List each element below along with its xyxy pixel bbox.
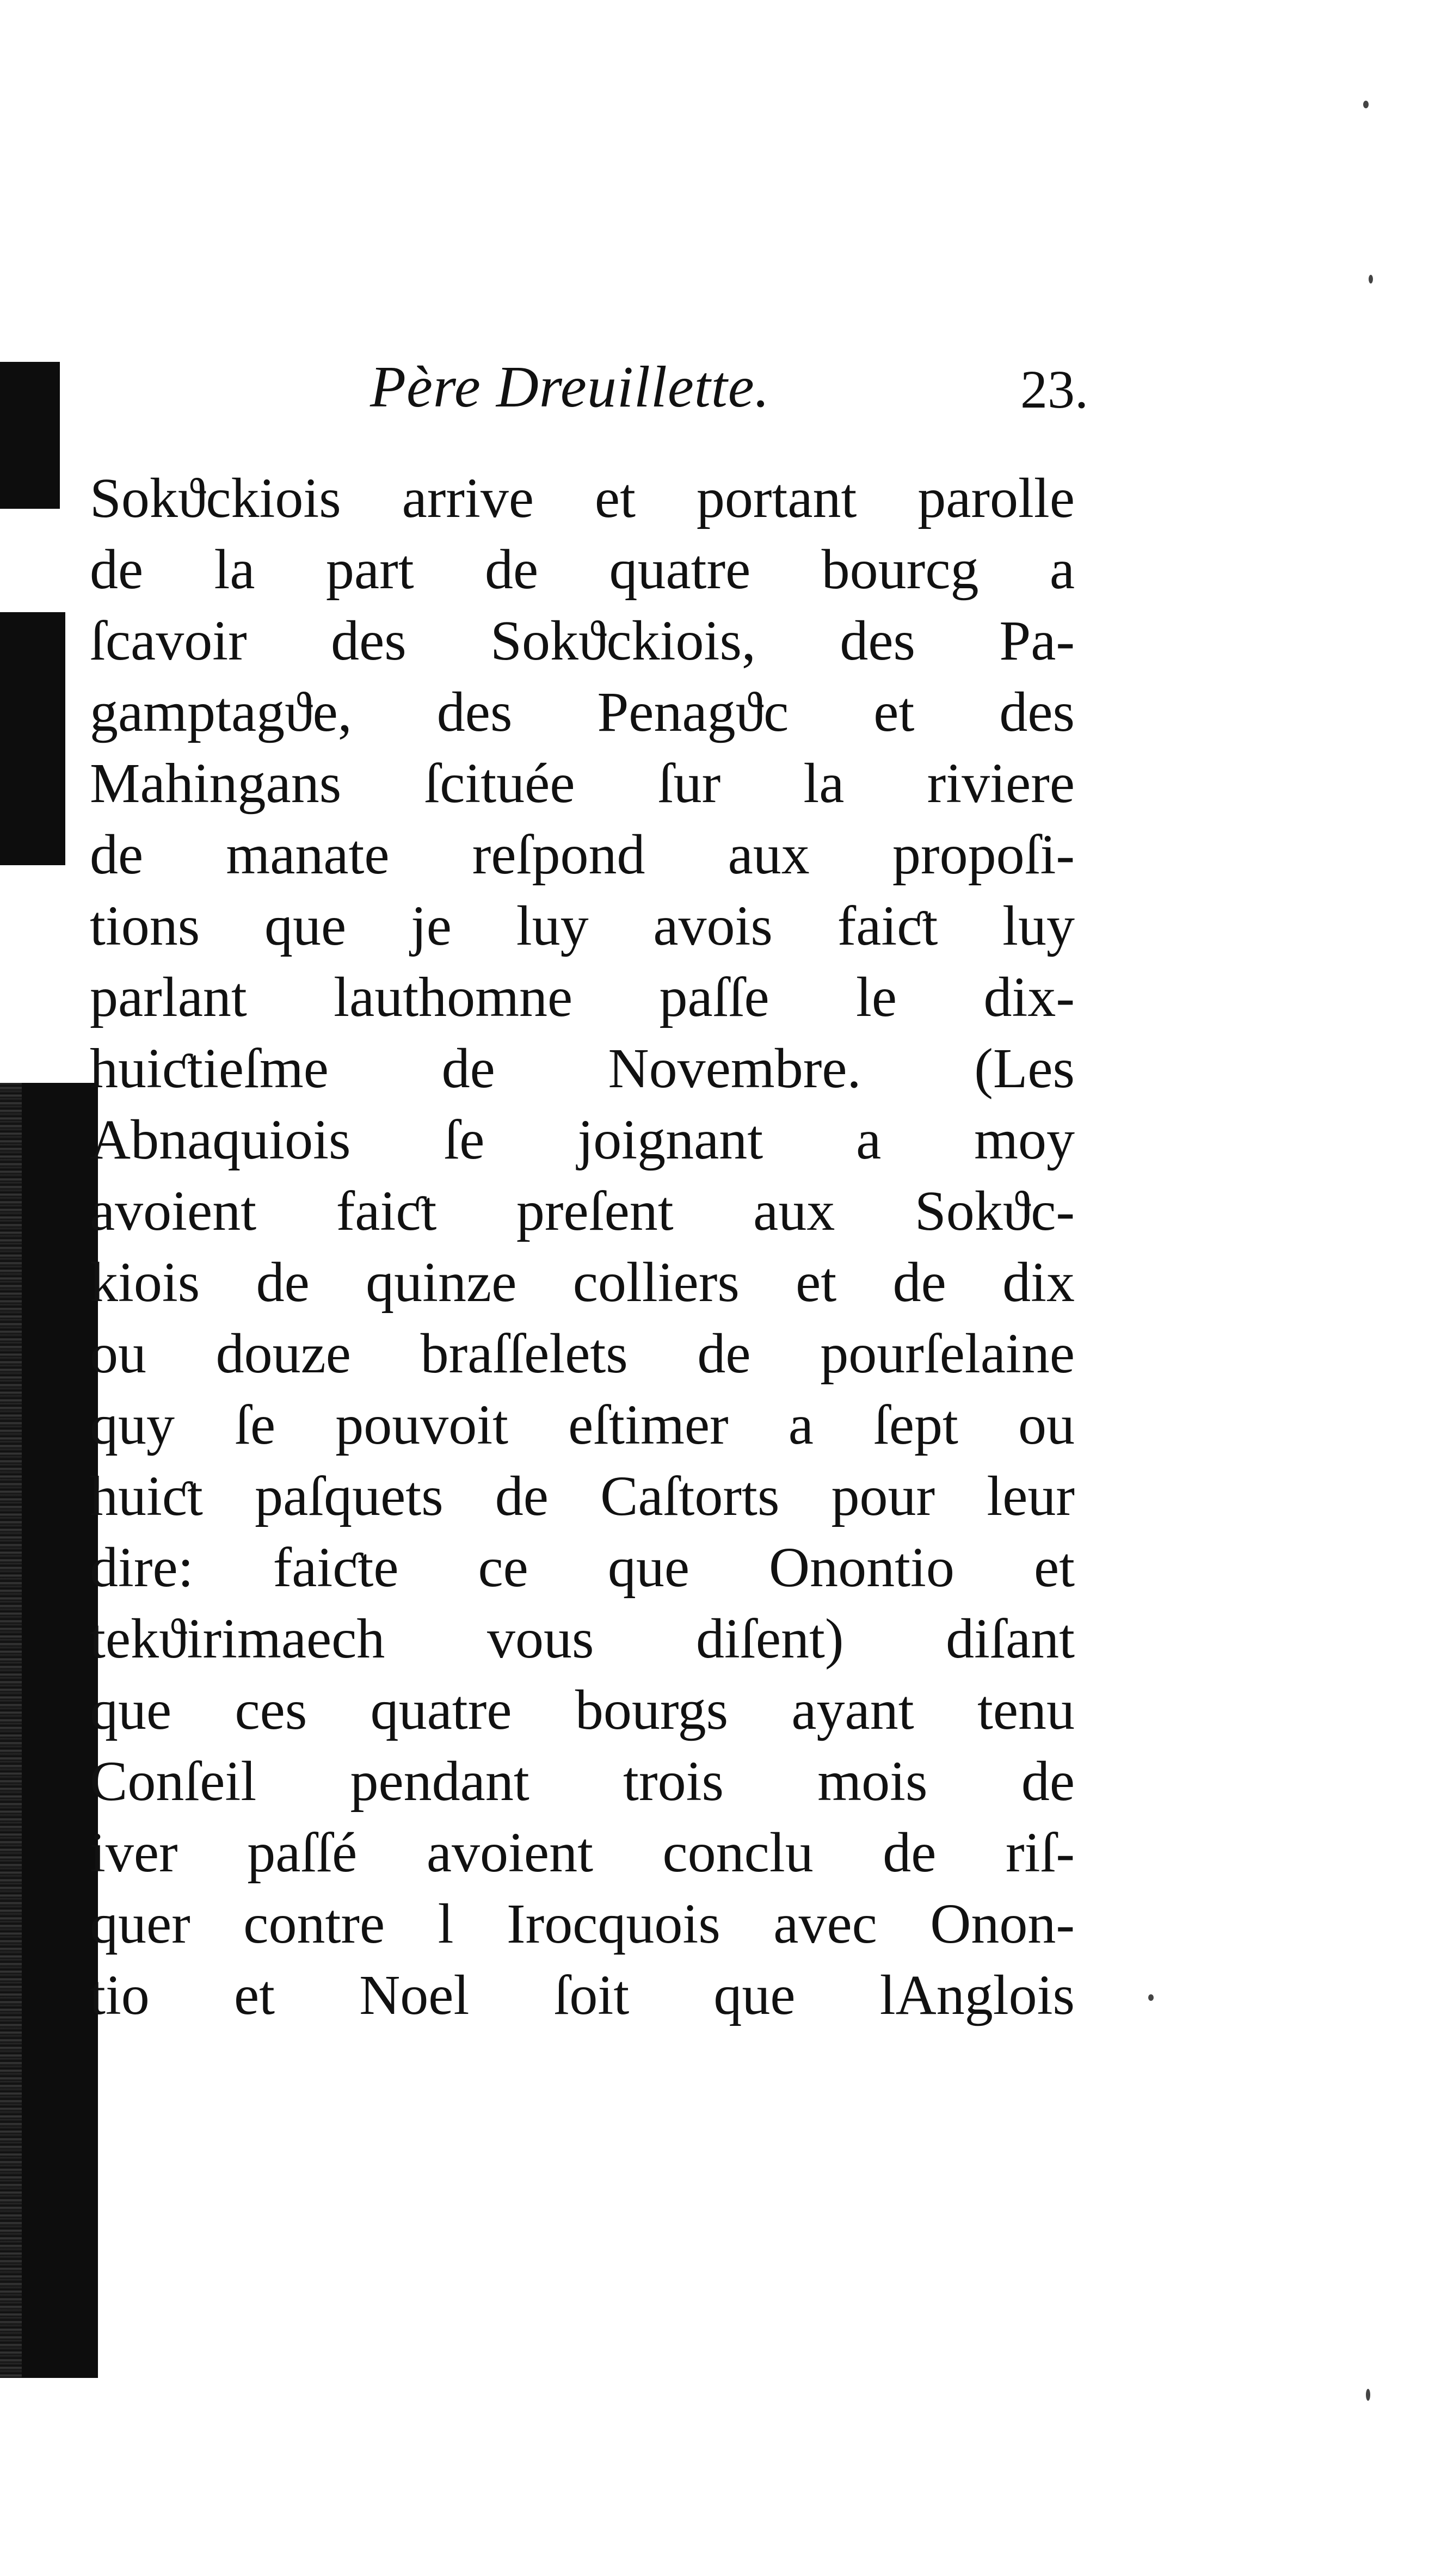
scan-speck xyxy=(1148,1994,1154,2001)
text-line: huiƈt paſquets de Caſtorts pour leur xyxy=(90,1465,1075,1527)
scan-margin-edge xyxy=(0,1083,22,2378)
text-line: kiois de quinze colliers et de dix xyxy=(90,1251,1075,1314)
scan-speck xyxy=(1366,2389,1370,2401)
text-line: tio et Noel ſoit que lAnglois xyxy=(90,1964,1075,2026)
scan-margin-bar xyxy=(0,612,65,865)
body-text xyxy=(90,463,1075,2031)
text-line: de manate reſpond aux propoſi- xyxy=(90,823,1075,886)
text-line: quer contre l Irocquois avec Onon- xyxy=(90,1893,1075,1955)
text-line: Mahingans ſcituée ſur la riviere xyxy=(90,752,1075,815)
running-title: Père Dreuillette. xyxy=(370,355,770,420)
text-line: Sokϑckiois arrive et portant parolle xyxy=(90,467,1075,529)
scan-speck xyxy=(1369,275,1373,284)
text-line: iver paſſé avoient conclu de riſ- xyxy=(90,1821,1075,1884)
text-line: avoient faiƈt preſent aux Sokϑc- xyxy=(90,1180,1075,1242)
running-head xyxy=(348,354,1088,424)
text-line: tions que je luy avois faiƈt luy xyxy=(90,895,1075,957)
scan-speck xyxy=(1363,101,1369,108)
scan-margin-bar xyxy=(0,362,60,509)
text-line: ou douze braſſelets de pourſelaine xyxy=(90,1322,1075,1385)
text-line: dire: faiƈte ce que Onontio et xyxy=(90,1536,1075,1599)
text-line: quy ſe pouvoit eſtimer a ſept ou xyxy=(90,1394,1075,1456)
text-line: parlant lauthomne paſſe le dix- xyxy=(90,966,1075,1028)
page-number: 23. xyxy=(1020,359,1088,420)
text-line: huiƈtieſme de Novembre. (Les xyxy=(90,1037,1075,1100)
text-line: que ces quatre bourgs ayant tenu xyxy=(90,1679,1075,1741)
text-line: Conſeil pendant trois mois de xyxy=(90,1750,1075,1813)
text-line: ſcavoir des Sokϑckiois, des Pa- xyxy=(90,609,1075,672)
text-line: gamptagϑe, des Penagϑc et des xyxy=(90,681,1075,743)
text-line: tekϑirimaech vous diſent) diſant xyxy=(90,1607,1075,1670)
text-line: de la part de quatre bourcg a xyxy=(90,538,1075,601)
text-line: Abnaquiois ſe joignant a moy xyxy=(90,1108,1075,1171)
